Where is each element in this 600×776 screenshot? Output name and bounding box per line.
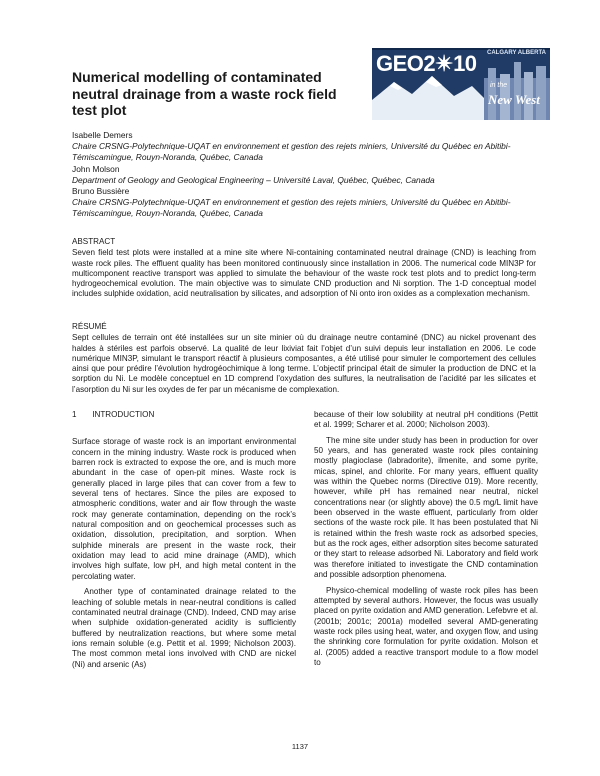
body-paragraph: because of their low solubility at neutral pH conditions (Pettit et al. 1999; Scharer et al. 2000; Nicholson 2003). — [314, 410, 538, 430]
abstract-text: Seven field test plots were installed at a mine site where Ni-containing contaminated neutral drainage (CND) is leaching from waste rock piles. The effluent quality has been monitored continuously since installation in 2006. The numerical code MIN3P for multicomponent reactive transport was applied to simulate the behaviour of the waste rock test plots and to predict long-term hydrogeochemical evolution. The main objective was to simulate CND production and Ni sorption. The 1-D conceptual model includes sulphide oxidation, acid neutralisation by silicates, and adsorption of Ni onto iron oxides as a complexation mechanism. — [72, 248, 536, 299]
resume-section — [72, 322, 536, 395]
abstract-section — [72, 237, 536, 300]
author-name: Isabelle Demers — [72, 130, 133, 140]
author-affiliation: Chaire CRSNG-Polytechnique-UQAT en environnement et gestion des rejets miniers, Université du Québec en Abitibi-Témiscamingue, Rouyn-Noranda, Québec, Canada — [72, 197, 511, 219]
logo-location: CALGARY ALBERTA — [487, 50, 546, 56]
section-heading — [72, 410, 296, 420]
body-paragraph: Surface storage of waste rock is an important environmental concern in the mining industry. Waste rock is produced when barren rock is extracted to expose the ore, and is much more abundant in the case of open-pit mines. Waste rock is generally placed in large piles that can cover from a few to several tens of hectares. Since the piles are exposed to atmospheric conditions, water and air flow through the waste rock may generate contamination, depending on the rock’s natural composition and on geochemical processes such as oxidation, dissolution, precipitation, and sorption. When sulphide minerals are present in the waste rock, their oxidation may lead to acid mine drainage (AMD), which involves high sulfate, low pH, and high metal content in the percolating water. — [72, 437, 296, 581]
page-number: 1137 — [291, 742, 309, 751]
author-block — [72, 130, 532, 220]
logo-in-the: in the — [490, 82, 508, 89]
author-name: Bruno Bussière — [72, 186, 130, 197]
resume-text: Sept cellules de terrain ont été installées sur un site minier où du drainage neutre contaminé (DNC) au nickel provenant des haldes à stériles est parfois observé. La qualité de leur lixiviat fait l’objet d’un suivi depuis leur installation en 2006. Le code numérique MIN3P, simulant le transport réactif à plusieurs composantes, a été utilisé pour simuler le comportement des cellules ainsi que pour prédire l’évolution hydrogéochimique à long terme. L’objectif principal était de simuler la production de DNC et la sorption du Ni. Le modèle conceptuel en 1D comprend l’oxydation des sulfures, la neutralisation de l’acidité par les silicates et l’asorption du Ni sur les oxydes de fer par un mécanisme de complexation. — [72, 333, 536, 394]
right-column — [314, 410, 538, 673]
resume-heading: RÉSUMÉ — [72, 322, 107, 331]
body-paragraph: Physico-chemical modelling of waste rock piles has been attempted by several authors. However, the focus was usually placed on pyrite oxidation and AMD generation. Lefebvre et al. (2001b; 2001c; 2001a) modelled several AMD-generating waste rock piles using heat, water, and oxygen flow, and using the shrinking core formulation for pyrite oxidation. Molson et al. (2005) added a reactive transport module to a flow model to — [314, 585, 538, 667]
body-paragraph: The mine site under study has been in production for over 50 years, and has generated waste rock piles containing mostly plagioclase (labradorite), ilmenite, and some pyrite, micas, spinel, and chlorite. For many years, effluent quality was within the Quebec norms (Directive 019). More recently, however, while pH has remained near neutral, nickel concentrations near (or slightly above) the 0.5 mg/L limit have been observed in the waste effluent, particularly from older sections of the waste rock pile. It has been postulated that Ni is retained within the fresh waste rock as adsorbed species, but as the rock ages, either adsorption sites become saturated or they start to release adsorbed Ni. Laboratory and field work was therefore initiated to investigate the CND contamination and possible adsorption phenomena. — [314, 435, 538, 580]
logo-text: GEO2✴10 — [376, 51, 477, 76]
body-paragraph: Another type of contaminated drainage related to the leaching of soluble metals in near-neutral conditions is called contaminated neutral drainage (CND). Indeed, CND may arise when sulphide oxidation-generated acidity is sufficiently buffered by neutralization reactions, but where some metal ions remain soluble (e.g. Pettit et al. 1999; Nicholson 2003). The most common metal ions involved with CND are nickel (Ni) and arsenic (As) — [72, 587, 296, 669]
abstract-heading: ABSTRACT — [72, 237, 116, 246]
author-affiliation: Chaire CRSNG-Polytechnique-UQAT en environnement et gestion des rejets miniers, Université du Québec en Abitibi-Témiscamingue, Rouyn-Noranda, Québec, Canada — [72, 141, 511, 163]
section-number: 1 — [72, 410, 77, 419]
paper-title: Numerical modelling of contaminated neutral drainage from a waste rock field test plot — [72, 69, 337, 118]
section-title: INTRODUCTION — [92, 410, 155, 419]
logo-new-west: New West — [488, 92, 540, 107]
left-column — [72, 410, 296, 675]
author-name: John Molson — [72, 163, 120, 174]
conference-logo — [372, 48, 550, 120]
author-affiliation: Department of Geology and Geological Engineering – Université Laval, Québec, Québec, Canada — [72, 174, 435, 185]
